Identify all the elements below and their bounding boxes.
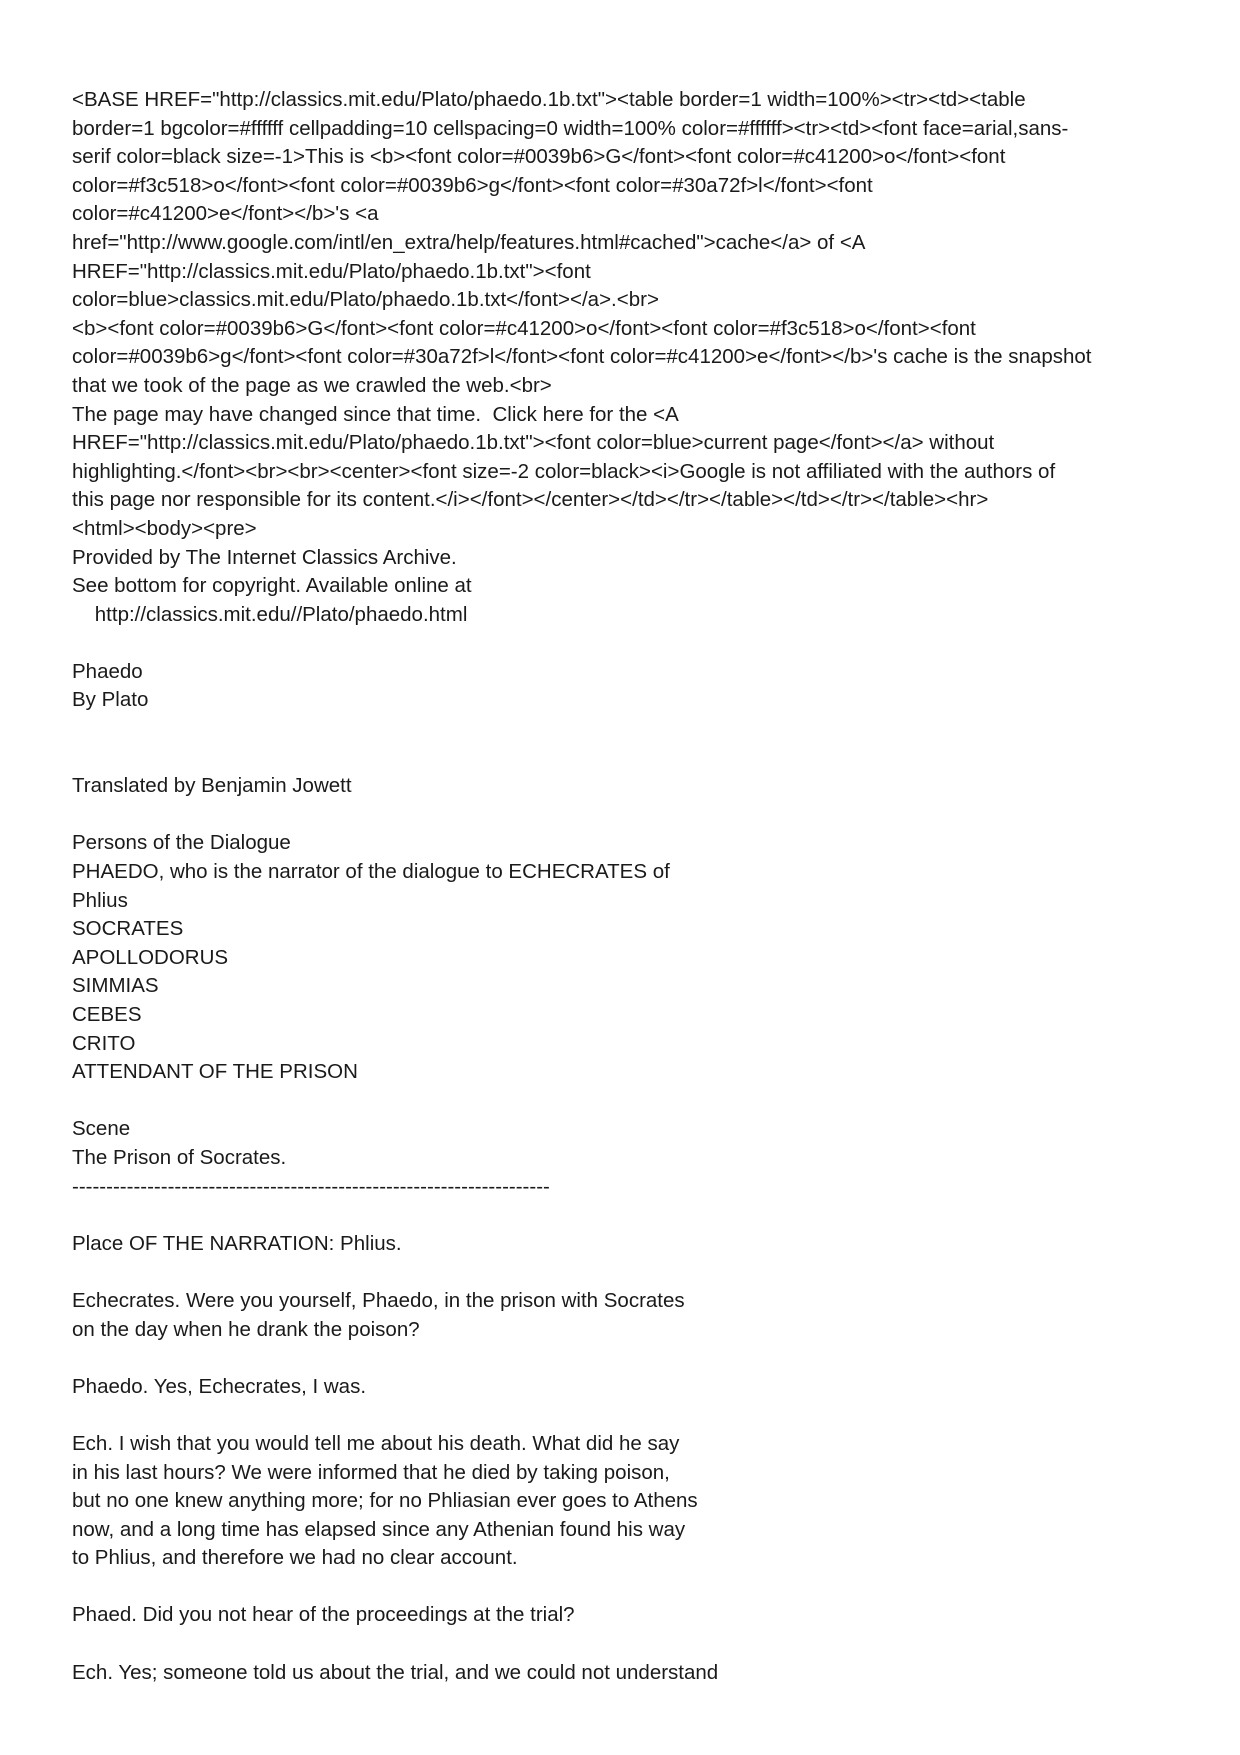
person-item: CRITO — [72, 1031, 136, 1055]
dialogue-line: to Phlius, and therefore we had no clear account. — [72, 1546, 518, 1570]
spacer — [72, 1630, 1182, 1659]
person-item: Phlius — [72, 888, 128, 912]
cache-header-line: href="http://www.google.com/intl/en_extra/help/features.html#cached">cache</a> of <A — [72, 230, 866, 254]
cache-header-line: serif color=black size=-1>This is <b><font color=#0039b6>G</font><font color=#c41200>o</font><font — [72, 145, 1006, 169]
person-item: PHAEDO, who is the narrator of the dialogue to ECHECRATES of — [72, 860, 670, 884]
cache-header-line: <BASE HREF="http://classics.mit.edu/Plato/phaedo.1b.txt"><table border=1 width=100%><tr><td><table — [72, 88, 1026, 111]
source-url: http://classics.mit.edu//Plato/phaedo.html — [72, 602, 468, 626]
cache-header-line: HREF="http://classics.mit.edu/Plato/phaedo.1b.txt"><font color=blue>current page</font></a> without — [72, 431, 995, 455]
dialogue-line: now, and a long time has elapsed since any Athenian found his way — [72, 1517, 686, 1541]
person-item: APOLLODORUS — [72, 945, 229, 969]
dialogue-paragraph — [72, 1287, 1182, 1344]
document-title: Phaedo — [72, 659, 143, 683]
dialogue-paragraph — [72, 1601, 1182, 1630]
divider-line: ---------------------------------------------------------------------- — [72, 1174, 550, 1198]
dialogue-line: on the day when he drank the poison? — [72, 1317, 420, 1341]
cache-header-line: that we took of the page as we crawled the web.<br> — [72, 373, 552, 397]
person-item: CEBES — [72, 1003, 142, 1026]
spacer — [72, 1258, 1182, 1287]
spacer — [72, 715, 1182, 744]
dialogue-line: Phaedo. Yes, Echecrates, I was. — [72, 1374, 367, 1398]
dialogue-line: Ech. I wish that you would tell me about his death. What did he say — [72, 1431, 680, 1455]
dialogue-line: Phaed. Did you not hear of the proceedings at the trial? — [72, 1603, 575, 1627]
spacer — [72, 1401, 1182, 1430]
cache-header-line: border=1 bgcolor=#ffffff cellpadding=10 cellspacing=0 width=100% color=#ffffff><tr><td><font face=arial,sans- — [72, 116, 1069, 140]
document-author: By Plato — [72, 688, 149, 712]
narration-place: Place OF THE NARRATION: Phlius. — [72, 1231, 402, 1255]
persons-heading: Persons of the Dialogue — [72, 831, 291, 855]
dialogue-line: but no one knew anything more; for no Phliasian ever goes to Athens — [72, 1489, 698, 1513]
spacer — [72, 1573, 1182, 1602]
persons-list — [72, 858, 1182, 1087]
person-item: SIMMIAS — [72, 974, 159, 998]
spacer — [72, 1344, 1182, 1373]
dialogue-line: in his last hours? We were informed that he died by taking poison, — [72, 1460, 670, 1484]
person-item: ATTENDANT OF THE PRISON — [72, 1060, 358, 1084]
dialogue-paragraph — [72, 1659, 1182, 1688]
spacer — [72, 801, 1182, 830]
copyright-note: See bottom for copyright. Available online at — [72, 574, 472, 598]
scene-heading: Scene — [72, 1117, 131, 1141]
document-page — [72, 86, 1182, 1687]
spacer — [72, 629, 1182, 658]
spacer — [72, 1087, 1182, 1116]
cache-header-line: The page may have changed since that time. Click here for the <A — [72, 402, 679, 426]
cache-header-line: color=blue>classics.mit.edu/Plato/phaedo.1b.txt</font></a>.<br> — [72, 288, 659, 312]
translator-credit: Translated by Benjamin Jowett — [72, 774, 352, 798]
cache-header-line: <b><font color=#0039b6>G</font><font color=#c41200>o</font><font color=#f3c518>o</font><font — [72, 316, 976, 340]
cache-header-line: color=#c41200>e</font></b>'s <a — [72, 202, 379, 226]
dialogue-line: Echecrates. Were you yourself, Phaedo, in the prison with Socrates — [72, 1288, 685, 1312]
dialogue-paragraph — [72, 1430, 1182, 1573]
spacer — [72, 744, 1182, 773]
cache-header-line: this page nor responsible for its content.</i></font></center></td></tr></table></td></tr></table><hr> — [72, 488, 989, 512]
cache-header-line: color=#f3c518>o</font><font color=#0039b6>g</font><font color=#30a72f>l</font><font — [72, 173, 873, 197]
cache-header-line: <html><body><pre> — [72, 516, 257, 540]
spacer — [72, 1201, 1182, 1230]
dialogue-paragraph — [72, 1373, 1182, 1402]
person-item: SOCRATES — [72, 917, 184, 941]
provided-by-text: Provided by The Internet Classics Archive. — [72, 545, 457, 569]
cache-header — [72, 86, 1182, 544]
cache-header-line: highlighting.</font><br><br><center><font size=-2 color=black><i>Google is not affiliated with the authors of — [72, 459, 1056, 483]
scene-description: The Prison of Socrates. — [72, 1145, 287, 1169]
cache-header-line: HREF="http://classics.mit.edu/Plato/phaedo.1b.txt"><font — [72, 259, 591, 283]
cache-header-line: color=#0039b6>g</font><font color=#30a72f>l</font><font color=#c41200>e</font></b>'s cache is the snapshot — [72, 345, 1092, 369]
dialogue-line: Ech. Yes; someone told us about the trial, and we could not understand — [72, 1660, 719, 1684]
